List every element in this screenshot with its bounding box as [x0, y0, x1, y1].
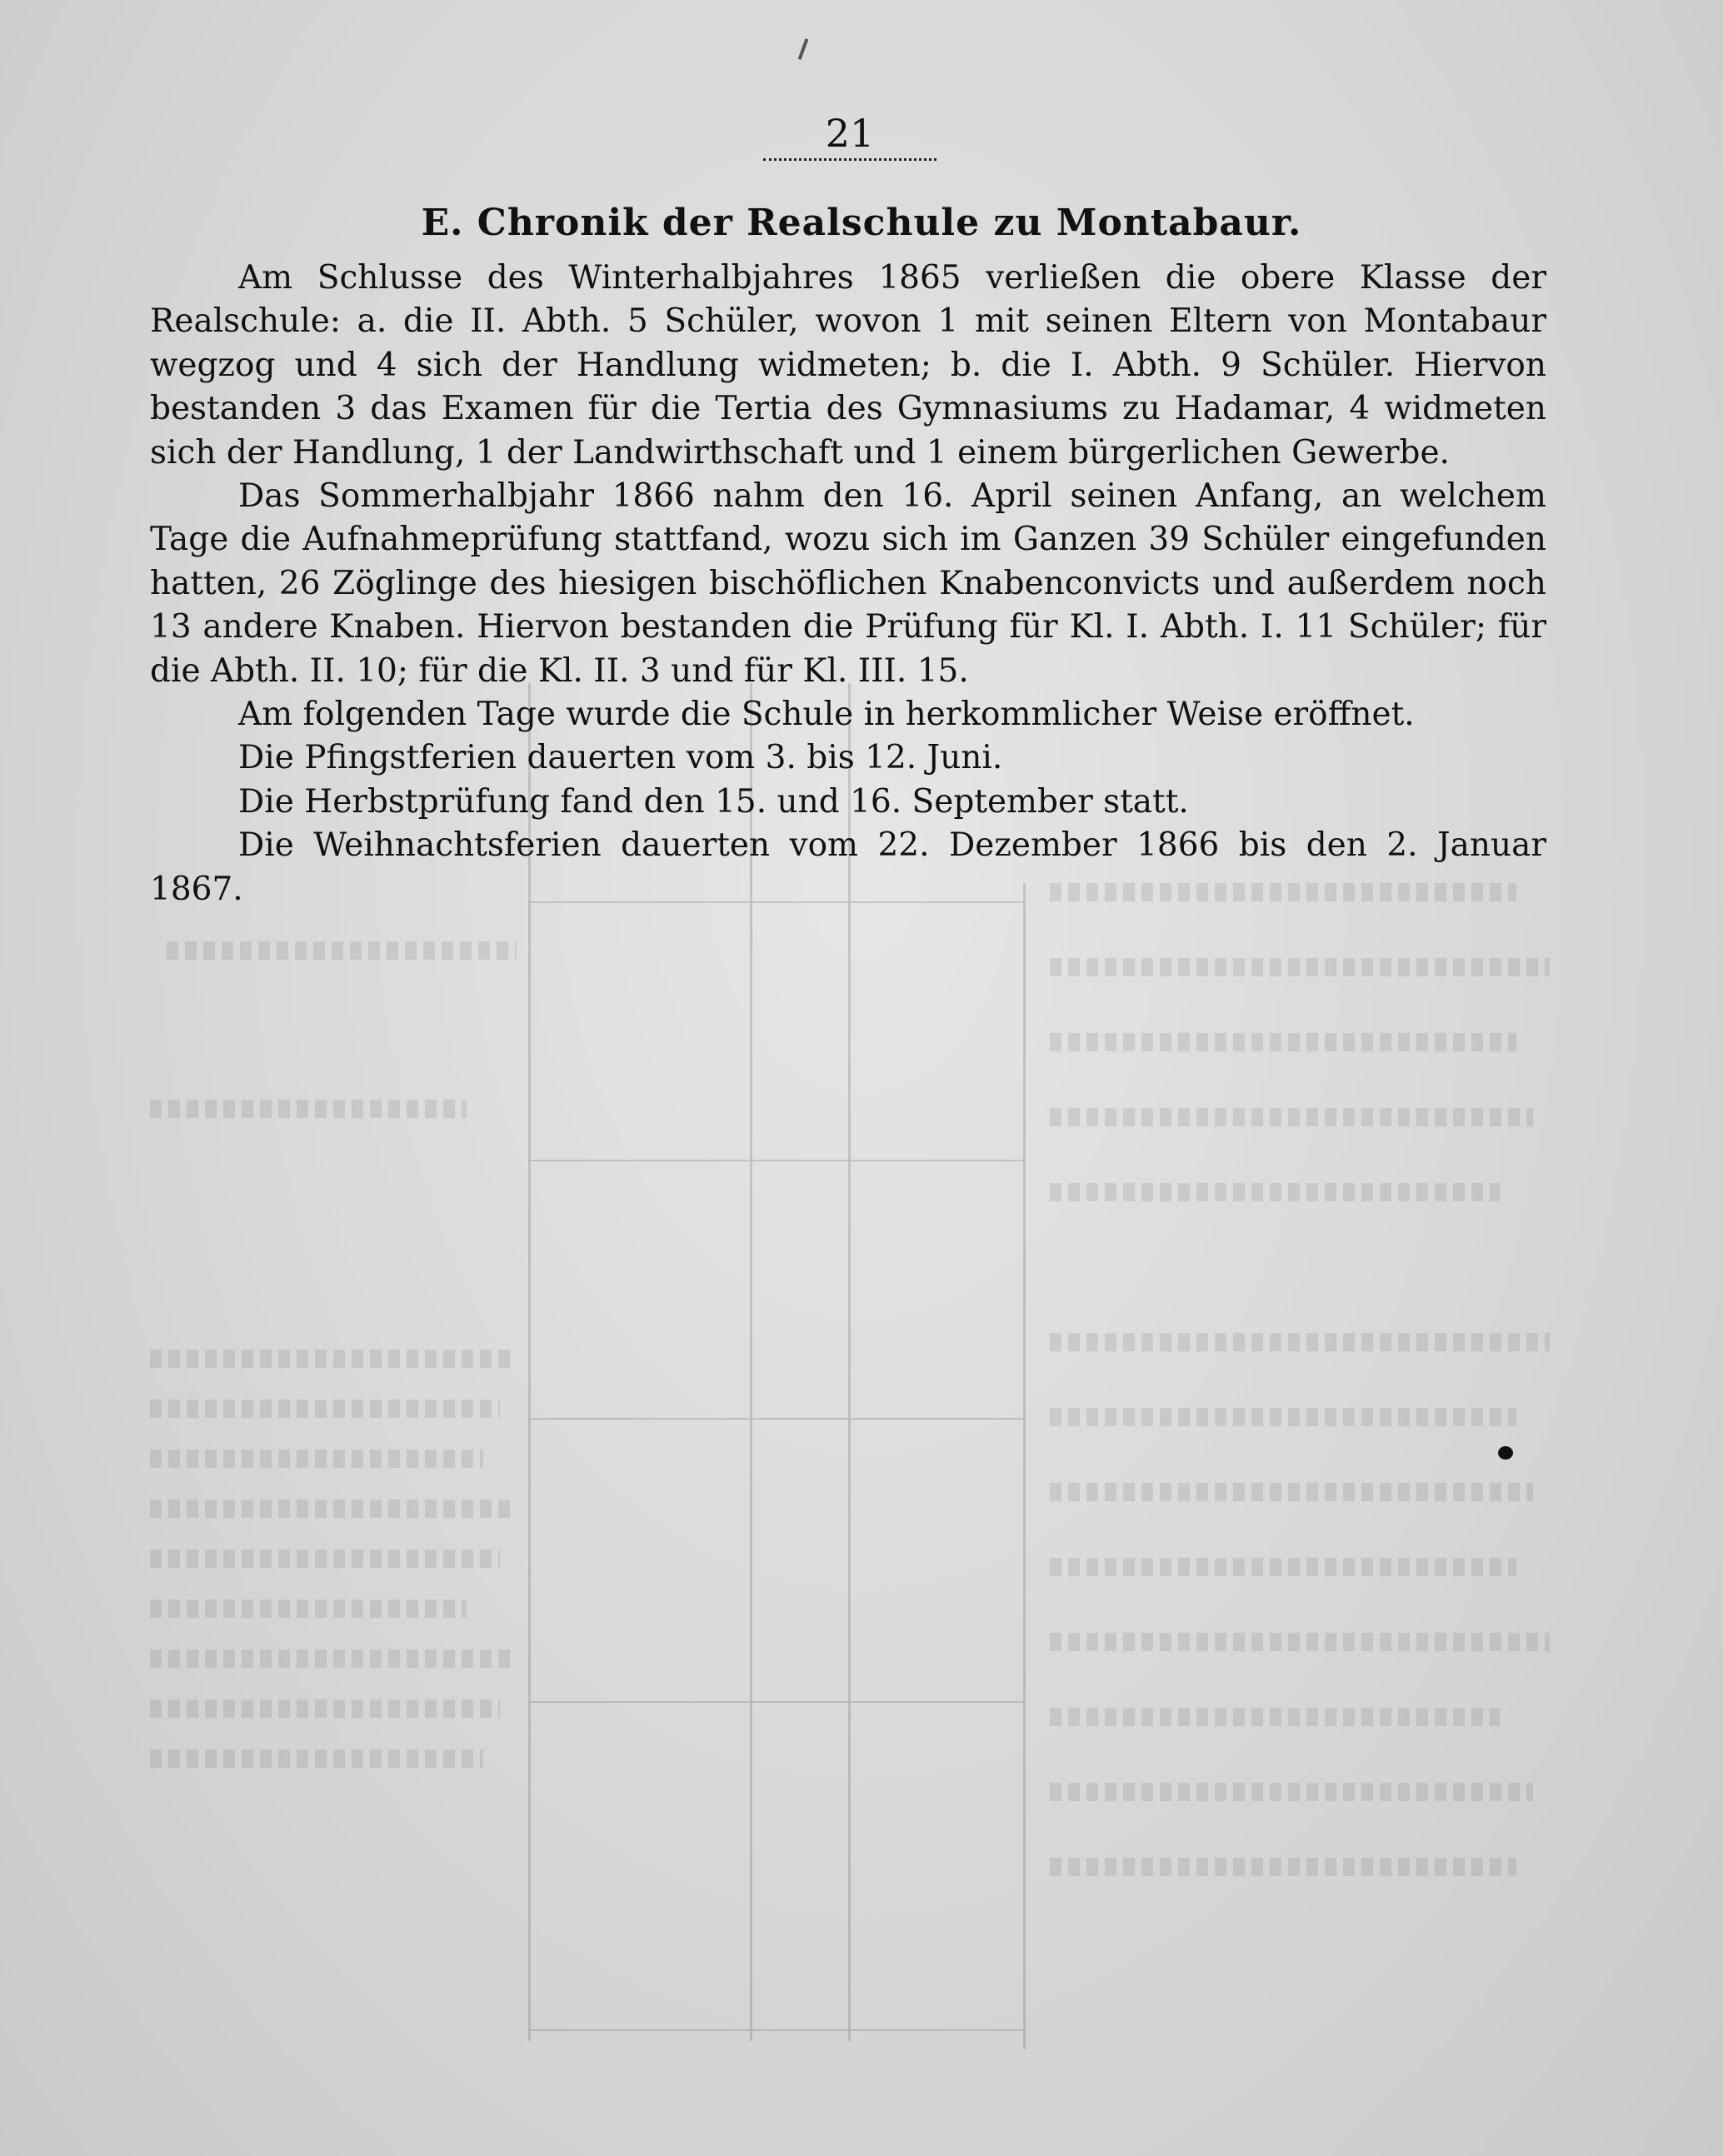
paragraph-school-opening: Am folgenden Tage wurde die Schule in herkommlicher Weise eröffnet.	[238, 696, 1415, 734]
paragraph-winter-1865: Am Schlusse des Winterhalbjahres 1865 verließen die obere Klasse der Realschule: a. die II. Abth. 5 Schüler, wovon 1 mit seinen Eltern von Montabaur wegzog und 4 sich der Handlung widmeten; b. die I. Abth. 9 Schüler. Hiervon bestanden 3 das Examen für die Tertia des Gymnasiums zu Hadamar, 4 widmeten sich der Handlung, 1 der Landwirthschaft und 1 einem bürgerlichen Gewerbe.	[150, 259, 1546, 472]
paragraph-autumn-exam: Die Herbstprüfung fand den 15. und 16. September statt.	[238, 782, 1189, 821]
paragraph-summer-1866: Das Sommerhalbjahr 1866 nahm den 16. April seinen Anfang, an welchem Tage die Aufnahmeprüfung stattfand, wozu sich im Ganzen 39 Schüler eingefunden hatten, 26 Zöglinge des hiesigen bischöflichen Knabenconvicts und außerdem noch 13 andere Knaben. Hiervon bestanden die Prüfung für Kl. I. Abth. I. 11 Schüler; für die Abth. II. 10; für die Kl. II. 3 und für Kl. III. 15.	[150, 477, 1546, 690]
page-number: 21	[825, 111, 875, 156]
chronicle-text	[150, 257, 1546, 911]
stray-mark	[798, 38, 809, 60]
ink-dot	[1498, 1446, 1513, 1460]
chapter-heading: E. Chronik der Realschule zu Montabaur.	[421, 202, 1302, 244]
paragraph-pentecost-holidays: Die Pfingstferien dauerten vom 3. bis 12. Juni.	[238, 739, 1003, 777]
paragraph-christmas-holidays: Die Weihnachtsferien dauerten vom 22. Dezember 1866 bis den 2. Januar 1867.	[150, 826, 1546, 908]
page-number-rule	[763, 158, 936, 161]
